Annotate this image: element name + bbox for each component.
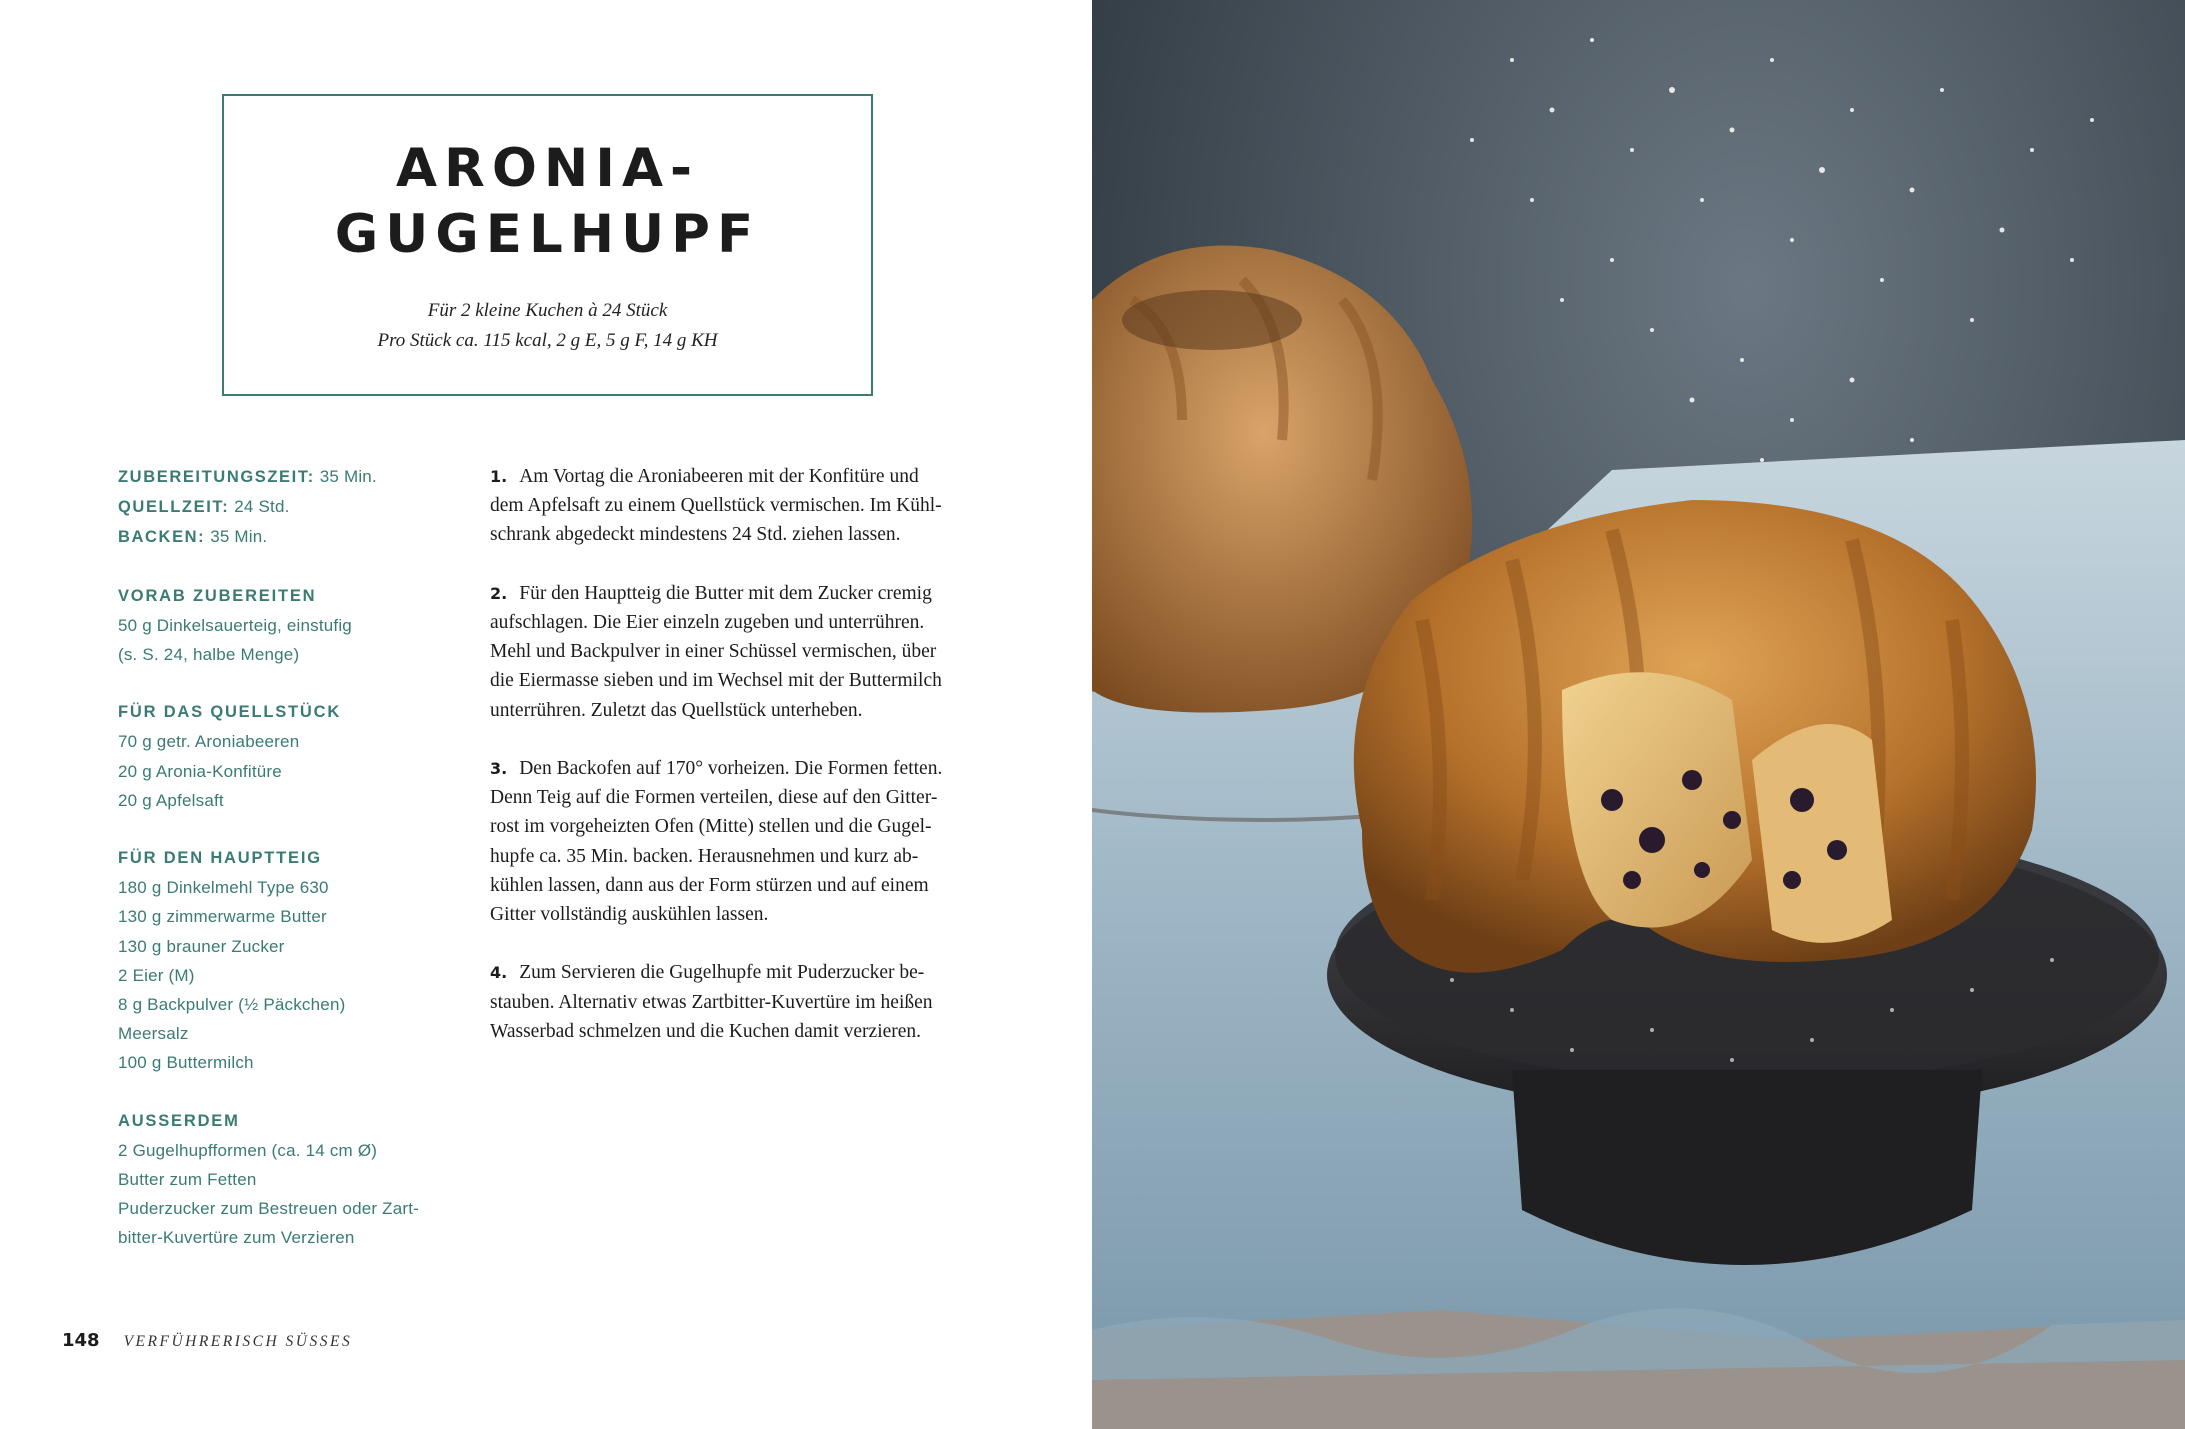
ingredient-item: 180 g Dinkelmehl Type 630 <box>118 878 329 898</box>
page-footer <box>62 1330 352 1351</box>
ingredient-item: 50 g Dinkelsauerteig, einstufig <box>118 615 352 635</box>
step-3 <box>490 754 978 929</box>
section-heading: AUSSERDEM <box>118 1111 240 1130</box>
recipe-nutrition: Pro Stück ca. 115 kcal, 2 g E, 5 g F, 14 g KH <box>377 330 718 351</box>
step-line: aufschlagen. Die Eier einzeln zugeben und unterrühren. <box>490 612 925 633</box>
prep-time-label: ZUBEREITUNGSZEIT: <box>118 468 315 486</box>
step-line <box>490 958 978 987</box>
method-column <box>490 462 978 1075</box>
step-line: Mehl und Backpulver in einer Schüssel vermischen, über <box>490 641 937 663</box>
ingredient-item: 2 Eier (M) <box>118 965 195 985</box>
step-number: 1. <box>490 467 508 486</box>
step-number: 2. <box>490 583 508 603</box>
step-line: hupfe ca. 35 Min. backen. Herausnehmen und kurz ab- <box>490 845 919 867</box>
cake-cut-crumb-right <box>1752 724 1892 943</box>
ingredient-item: 130 g brauner Zucker <box>118 936 285 956</box>
step-line: die Eiermasse sieben und im Wechsel mit der Buttermilch <box>490 670 942 692</box>
soak-time-label: QUELLZEIT: <box>118 498 230 517</box>
ingredient-item: 2 Gugelhupfformen (ca. 14 cm Ø) <box>118 1140 378 1160</box>
step-2 <box>490 579 978 725</box>
step-line <box>490 754 978 783</box>
photo-illustration <box>1092 0 2185 1429</box>
chapter-title: VERFÜHRERISCH SÜSSES <box>123 1333 353 1350</box>
step-1 <box>490 462 978 550</box>
soak-time <box>118 492 448 522</box>
ingredient-item: Meersalz <box>118 1024 189 1044</box>
prep-time-value: 35 Min. <box>314 467 377 486</box>
recipe-yield: Für 2 kleine Kuchen à 24 Stück <box>427 300 668 321</box>
ingredient-item: Puderzucker zum Bestreuen oder Zart- <box>118 1199 420 1219</box>
step-line: kühlen lassen, dann aus der Form stürzen und auf einem <box>490 874 929 896</box>
ingredient-item: bitter-Kuvertüre zum Verzieren <box>118 1228 355 1248</box>
step-text: Für den Hauptteig die Butter mit dem Zucker cremig <box>519 582 932 604</box>
prep-time <box>118 462 448 492</box>
ingredient-item: 70 g getr. Aroniabeeren <box>118 732 300 752</box>
recipe-title-line-2: GUGELHUPF <box>334 204 761 265</box>
step-line: stauben. Alternativ etwas Zartbitter-Kuvertüre im heißen <box>490 991 933 1013</box>
step-line: Gitter vollständig auskühlen lassen. <box>490 904 769 926</box>
step-line: schrank abgedeckt mindestens 24 Std. ziehen lassen. <box>490 524 901 546</box>
step-number: 3. <box>490 759 508 778</box>
bake-time-label: BACKEN: <box>118 528 206 547</box>
step-4 <box>490 958 978 1046</box>
step-number: 4. <box>490 963 508 983</box>
step-line: unterrühren. Zuletzt das Quellstück unterheben. <box>490 699 863 721</box>
ingredient-item: 20 g Aronia-Konfitüre <box>118 761 282 781</box>
section-heading: FÜR DEN HAUPTTEIG <box>118 849 322 868</box>
step-line: dem Apfelsaft zu einem Quellstück vermischen. Im Kühl- <box>490 495 942 517</box>
step-line <box>490 579 978 608</box>
step-text: Zum Servieren die Gugelhupfe mit Puderzucker be- <box>519 962 925 984</box>
soak-time-value: 24 Std. <box>229 497 290 517</box>
ingredient-item: Butter zum Fetten <box>118 1170 257 1190</box>
step-line: Denn Teig auf die Formen verteilen, diese auf den Gitter- <box>490 787 938 809</box>
recipe-title-line-1: ARONIA- <box>396 138 699 199</box>
step-text: Den Backofen auf 170° vorheizen. Die Formen fetten. <box>519 758 943 779</box>
ingredients-column <box>118 462 448 1253</box>
step-text: Am Vortag die Aroniabeeren mit der Konfitüre und <box>519 466 919 487</box>
section-heading: FÜR DAS QUELLSTÜCK <box>118 703 342 722</box>
bake-time-value: 35 Min. <box>205 527 268 547</box>
gugelhupf-photo <box>1092 0 2185 1429</box>
bake-time <box>118 522 448 552</box>
title-box <box>222 94 873 396</box>
step-line: Wasserbad schmelzen und die Kuchen damit verzieren. <box>490 1020 922 1042</box>
ingredient-item: (s. S. 24, halbe Menge) <box>118 645 300 665</box>
step-line: rost im vorgeheizten Ofen (Mitte) stellen und die Gugel- <box>490 816 932 838</box>
section-heading: VORAB ZUBEREITEN <box>118 586 317 605</box>
cake-cut-crumb <box>1562 672 1752 927</box>
ingredient-item: 100 g Buttermilch <box>118 1053 254 1073</box>
recipe-page <box>0 0 1092 1429</box>
step-line <box>490 462 978 491</box>
ingredient-item: 130 g zimmerwarme Butter <box>118 907 327 927</box>
ingredient-item: 20 g Apfelsaft <box>118 790 224 810</box>
page-number: 148 <box>62 1330 100 1351</box>
ingredient-item: 8 g Backpulver (½ Päckchen) <box>118 995 346 1015</box>
